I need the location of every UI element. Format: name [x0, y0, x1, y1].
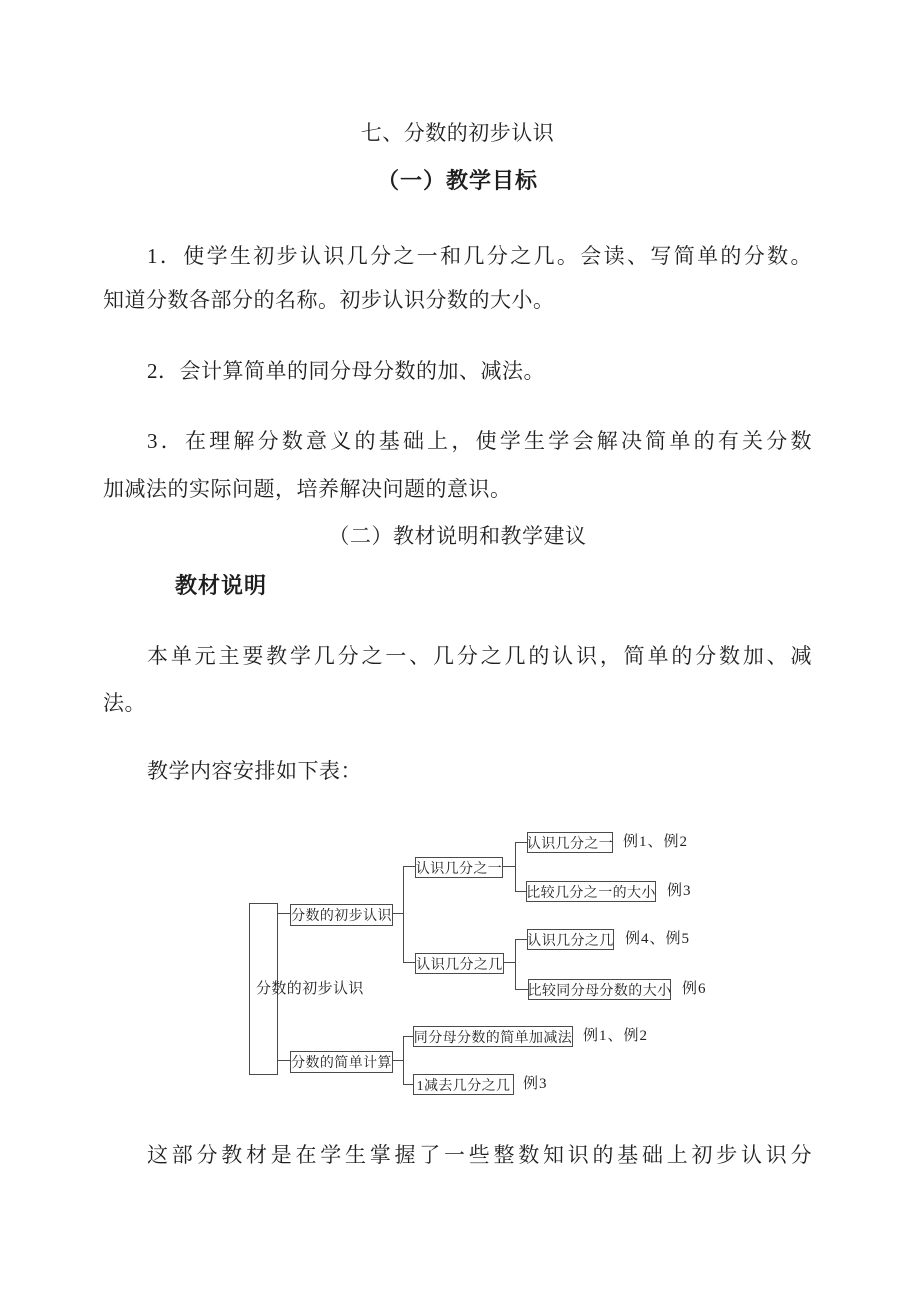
goal3-line2: 加减法的实际问题，培养解决问题的意识。 — [103, 477, 512, 501]
connector-line — [403, 1036, 404, 1085]
connector-line — [515, 842, 527, 843]
connector-line — [403, 1036, 413, 1037]
connector-line — [392, 913, 403, 914]
connector-line — [403, 1084, 413, 1085]
connector-line — [278, 913, 290, 914]
connector-line — [403, 866, 415, 867]
examples-label: 例3 — [523, 1076, 548, 1092]
connector-line — [502, 866, 515, 867]
goal1-line1: 1．使学生初步认识几分之一和几分之几。会读、写简单的分数。 — [147, 244, 812, 268]
subsection-heading: 教材说明 — [175, 573, 268, 598]
connector-line — [403, 962, 415, 963]
connector-line — [515, 989, 528, 990]
table-lead-line: 教学内容安排如下表： — [147, 759, 362, 783]
node-preliminary-understanding: 分数的初步认识 — [290, 904, 393, 926]
leaf-one-minus-fraction: 1减去几分之几 — [413, 1074, 514, 1095]
intro-line1: 本单元主要教学几分之一、几分之几的认识，简单的分数加、减 — [147, 644, 812, 668]
node-simple-calculation: 分数的简单计算 — [290, 1051, 393, 1073]
intro-line2: 法。 — [103, 691, 146, 715]
leaf-compare-unit-fractions: 比较几分之一的大小 — [526, 881, 656, 902]
goal2-line: 2．会计算简单的同分母分数的加、减法。 — [147, 359, 545, 383]
leaf-compare-same-denominator: 比较同分母分数的大小 — [528, 979, 671, 1000]
examples-label: 例6 — [682, 981, 707, 997]
connector-line — [403, 866, 404, 963]
node-understand-several-parts: 认识几分之几 — [415, 953, 504, 974]
examples-label: 例1、例2 — [583, 1028, 649, 1044]
leaf-understand-unit-fraction: 认识几分之一 — [527, 832, 613, 853]
examples-label: 例3 — [667, 883, 692, 899]
goal3-line1: 3．在理解分数意义的基础上，使学生学会解决简单的有关分数 — [147, 429, 812, 453]
connector-line — [515, 939, 516, 990]
section1-heading: （一）教学目标 — [376, 168, 538, 193]
closing-line: 这部分教材是在学生掌握了一些整数知识的基础上初步认识分 — [147, 1143, 812, 1167]
examples-label: 例4、例5 — [625, 931, 691, 947]
node-root-label: 分数的初步认识 — [256, 980, 364, 997]
connector-line — [515, 891, 526, 892]
leaf-understand-several-parts: 认识几分之几 — [527, 929, 614, 950]
connector-line — [278, 1060, 290, 1061]
doc-title: 七、分数的初步认识 — [360, 121, 555, 145]
leaf-simple-add-subtract: 同分母分数的简单加减法 — [413, 1026, 573, 1047]
connector-line — [515, 842, 516, 892]
examples-label: 例1、例2 — [623, 834, 689, 850]
connector-line — [392, 1060, 403, 1061]
section2-heading: （二）教材说明和教学建议 — [328, 524, 587, 548]
node-understand-unit-fractions: 认识几分之一 — [415, 857, 503, 878]
connector-line — [515, 939, 527, 940]
connector-line — [503, 962, 515, 963]
goal1-line2: 知道分数各部分的名称。初步认识分数的大小。 — [103, 288, 555, 312]
